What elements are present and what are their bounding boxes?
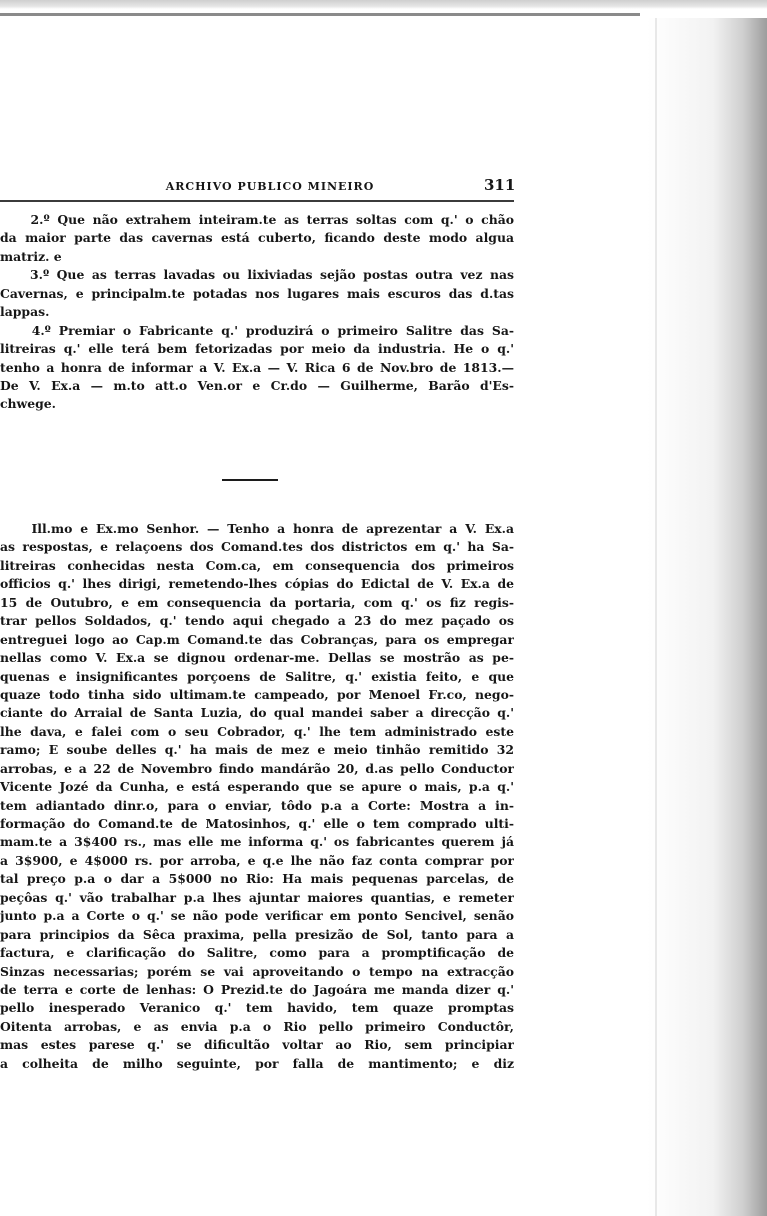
- text-line: factura, e clarificação do Salitre, como para a promptificação de: [0, 945, 514, 961]
- text-line: lhe dava, e falei com o seu Cobrador, q.' lhe tem administrado este: [0, 723, 514, 739]
- text-line: junto p.a a Corte o q.' se não pode verificar em ponto Sencivel, senão: [0, 908, 514, 924]
- text-line: 2.º Que não extrahem inteiram.te as terras soltas com q.' o chão: [0, 212, 514, 227]
- text-line: litreiras conhecidas nesta Com.ca, em consequencia dos primeiros: [0, 557, 514, 573]
- text-line: officios q.' lhes dirigi, remetendo-lhes cópias do Edictal de V. Ex.a de: [0, 576, 514, 592]
- text-line: lappas.: [0, 304, 50, 320]
- header-rule: [0, 200, 514, 202]
- text-line: ciante do Arraial de Santa Luzia, do qual mandei saber a direcção q.': [0, 705, 514, 721]
- text-line: trar pellos Soldados, q.' tendo aqui chegado a 23 do mez paçado os: [0, 613, 514, 629]
- section-divider: [222, 479, 278, 481]
- page-gutter-shadow: [647, 18, 767, 1216]
- page-number: 311: [484, 176, 516, 194]
- text-line: formação do Comand.te de Matosinhos, q.' elle o tem comprado ulti-: [0, 816, 514, 831]
- text-line: nellas como V. Ex.a se dignou ordenar-me. Dellas se mostrão as pe-: [0, 650, 514, 666]
- text-line: Cavernas, e principalm.te potadas nos lugares mais escuros das d.tas: [0, 285, 514, 301]
- text-line: tem adiantado dinr.o, para o enviar, tôdo p.a a Corte: Mostra a in-: [0, 797, 514, 813]
- text-line: a colheita de milho seguinte, por falla de mantimento; e diz: [0, 1055, 514, 1071]
- text-line: 4.º Premiar o Fabricante q.' produzirá o primeiro Salitre das Sa-: [0, 322, 514, 338]
- text-line: as respostas, e relaçoens dos Comand.tes dos districtos em q.' ha Sa-: [0, 539, 514, 555]
- text-line: quenas e insignificantes porçoens de Salitre, q.' existia feito, e que: [0, 668, 514, 684]
- text-line: De V. Ex.a — m.to att.o Ven.or e Cr.do — Guilherme, Barão d'Es-: [0, 377, 514, 393]
- text-line: para principios da Sêca praxima, pella presizão de Sol, tanto para a: [0, 926, 514, 942]
- text-line: da maior parte das cavernas está cuberto, ficando deste modo algua: [0, 230, 514, 246]
- text-line: chwege.: [0, 396, 56, 412]
- text-line: 3.º Que as terras lavadas ou lixiviadas sejão postas outra vez nas: [0, 267, 514, 283]
- text-line: tenho a honra de informar a V. Ex.a — V. Rica 6 de Nov.bro de 1813.—: [0, 359, 514, 375]
- text-line: Ill.mo e Ex.mo Senhor. — Tenho a honra de aprezentar a V. Ex.a: [0, 521, 514, 536]
- page-gutter-edge: [655, 18, 657, 1216]
- text-line: litreiras q.' elle terá bem fetorizadas por meio da industria. He o q.': [0, 341, 514, 357]
- text-line: 15 de Outubro, e em consequencia da portaria, com q.' os fiz regis-: [0, 594, 514, 610]
- text-line: entreguei logo ao Cap.m Comand.te das Cobranças, para os empregar: [0, 631, 514, 647]
- text-line: matriz. e: [0, 248, 62, 264]
- text-line: tal preço p.a o dar a 5$000 no Rio: Ha mais pequenas parcelas, de: [0, 871, 514, 887]
- text-line: de terra e corte de lenhas: O Prezid.te do Jagoára me manda dizer q.': [0, 981, 514, 997]
- text-line: Sinzas necessarias; porém se vai aproveitando o tempo na extracção: [0, 963, 514, 979]
- text-line: ramo; E soube delles q.' ha mais de mez e meio tinhão remitido 32: [0, 742, 514, 758]
- text-line: mas estes parese q.' se dificultão voltar ao Rio, sem principiar: [0, 1037, 514, 1053]
- text-line: a 3$900, e 4$000 rs. por arroba, e q.e lhe não faz conta comprar por: [0, 852, 514, 868]
- text-line: mam.te a 3$400 rs., mas elle me informa q.' os fabricantes querem já: [0, 834, 514, 850]
- letter-conclusion: [0, 211, 514, 414]
- text-line: Oitenta arrobas, e as envia p.a o Rio pello primeiro Conductôr,: [0, 1018, 514, 1034]
- text-line: arrobas, e a 22 de Novembro findo mandárão 20, d.as pello Conductor: [0, 760, 514, 776]
- text-line: pello inesperado Veranico q.' tem havido, tem quaze promptas: [0, 1000, 514, 1016]
- running-header-title: ARCHIVO PUBLICO MINEIRO: [165, 180, 375, 193]
- letter-body: [0, 520, 514, 1073]
- text-line: Vicente Jozé da Cunha, e está esperando que se apure o mais, p.a q.': [0, 779, 514, 795]
- text-line: peçôas q.' vão trabalhar p.a lhes ajuntar maiores quantias, e remeter: [0, 889, 514, 905]
- text-line: quaze todo tinha sido ultimam.te campeado, por Menoel Fr.co, nego-: [0, 686, 514, 702]
